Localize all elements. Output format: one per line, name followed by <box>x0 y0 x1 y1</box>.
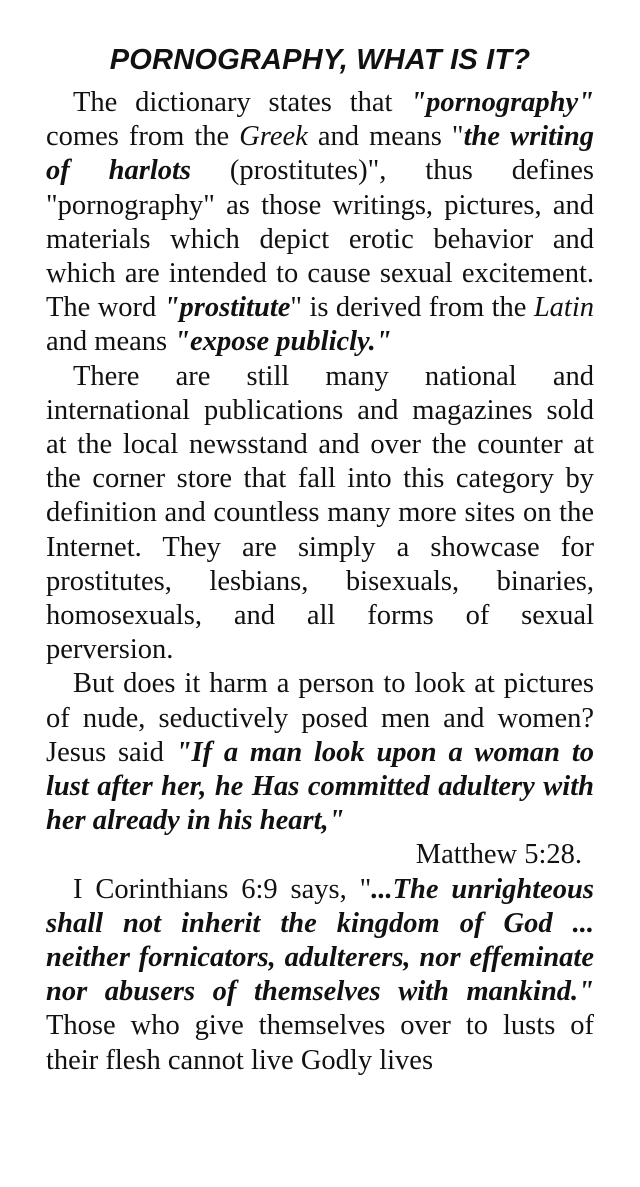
article-body <box>46 86 594 1078</box>
emphasis-greek: Greek <box>239 121 308 153</box>
paragraph-jesus-quote <box>46 667 594 838</box>
text-run: I Corinthians 6:9 says, " <box>73 873 372 905</box>
page-title: PORNOGRAPHY, WHAT IS IT? <box>109 44 531 76</box>
scripture-reference: Matthew 5:28. <box>415 839 582 871</box>
scripture-quote: ...The unrighteous shall not inherit the kingdom of God ... neither fornicators, adulterers, nor effeminate nor abusers of themselves with mankind." <box>46 873 594 1008</box>
text-run: Those who give themselves over to lusts of their flesh cannot live Godly lives <box>46 1010 594 1076</box>
emphasis-latin: Latin <box>533 292 594 324</box>
scripture-quote: "If a man look upon a woman to lust after her, he Has committed adultery with her already in his heart," <box>46 736 594 837</box>
paragraph-publications: There are still many national and international publications and magazines sold at the local newsstand and over the counter at the corner store that fall into this category by definition and countless many more sites on the Internet. They are simply a showcase for prostitutes, lesbians, bisexuals, binaries, homosexuals, and all forms of sexual perversion. <box>46 360 594 666</box>
emphasis-writing-of-harlots: the writing of harlots <box>46 121 595 187</box>
paragraph-definition <box>46 86 594 360</box>
paragraph-corinthians <box>46 873 594 1078</box>
text-run: The dictionary states that <box>73 87 411 118</box>
emphasis-expose-publicly: "expose publicly." <box>174 326 392 358</box>
document-page <box>46 40 594 1078</box>
text-run: and means <box>46 326 175 358</box>
emphasis-prostitute: "prostitute <box>163 292 291 324</box>
emphasis-pornography: "pornography" <box>410 87 594 118</box>
text-run: But does it harm a person to look at pictures of nude, seductively posed men and women? Jesus said <box>46 668 594 768</box>
text-run: and means " <box>307 121 464 153</box>
text-run: comes from the <box>46 121 240 153</box>
text-run: (prostitutes)", thus defines "pornography" as those writings, pictures, and materials which depict erotic behavior and which are intended to cause sexual excitement. The word <box>46 155 594 324</box>
text-run: " is derived from the <box>290 292 534 324</box>
